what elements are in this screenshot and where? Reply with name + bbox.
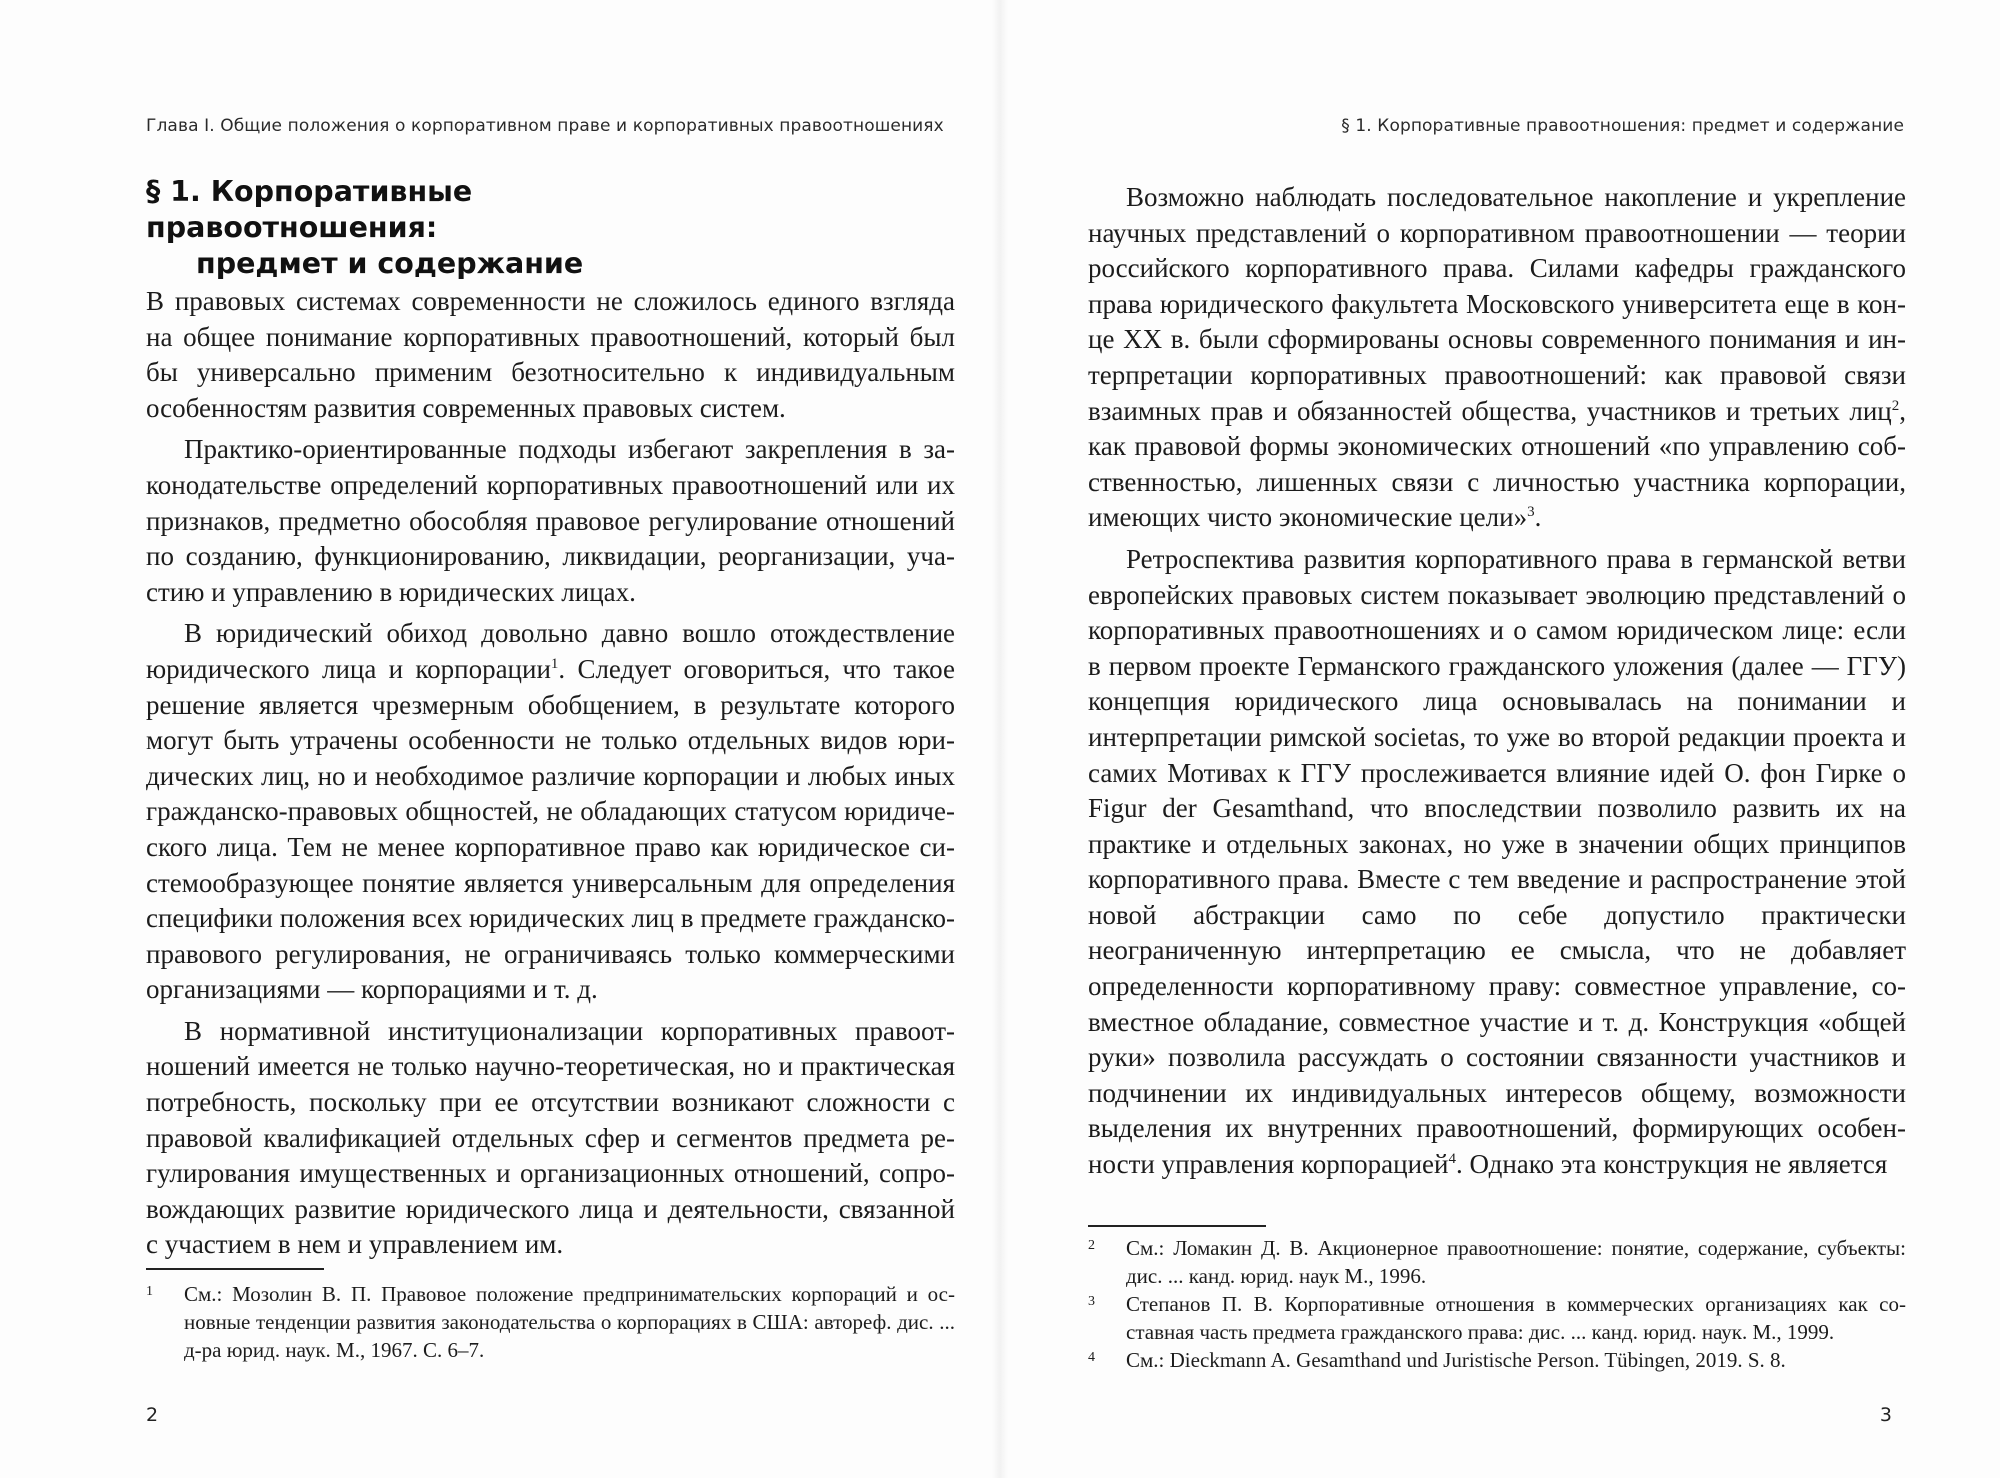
- left-body-text: [146, 284, 955, 1263]
- footnote-text: См.: Мозолин В. П. Правовое положение предпринимательских корпораций и основные тенденции развития законодательства о корпорациях в США: автореф. дис. ... д-ра юрид. наук. М., 1967. С. 6–7.: [184, 1282, 955, 1362]
- right-paragraph-1: [1088, 180, 1906, 536]
- footnote-number: 3: [1088, 1294, 1095, 1309]
- footnote-ref-3[interactable]: 3: [1527, 504, 1535, 521]
- footnote-ref-2[interactable]: 2: [1891, 397, 1900, 414]
- right-paragraph-2-b: . Однако эта конструкция не является: [1455, 1149, 1888, 1180]
- footnote-ref-1[interactable]: 1: [550, 655, 559, 672]
- left-paragraph-1: В правовых системах современности не сложилось единого взгляда на общее понимание корпоративных правоотношений, который был бы универсально применим безотносительно к индивидуальным особенностям развития современных правовых систем.: [146, 286, 955, 423]
- left-page: [0, 0, 992, 1478]
- section-title: [146, 174, 706, 282]
- footnote-item: [146, 1280, 955, 1364]
- left-paragraph-4: В нормативной институционализации корпоративных правоотношений имеется не только научно-теоретическая, но и практическая потребность, поскольку при ее отсутствии возникают сложности с правовой квалификацией отдельных сфер и сегментов предмета регулирования имущественных и организационных отношений, сопровождающих развитие юридического лица и деятельности, связанной с участием в нем и управлением им.: [146, 1015, 955, 1260]
- footnote-item: [1088, 1346, 1906, 1374]
- left-paragraph-3-b: . Следует оговориться, что такое решение является чрезмерным обобщением, в результате которого могут быть утрачены особенности не только отдельных видов юридических лиц, но и необходимое различие корпорации и любых иных гражданско-правовых общностей, не обладающих статусом юридического лица. Тем не менее корпоративное право как юридическое системообразующее понятие является универсальным для определения специфики положения всех юридических лиц в предмете гражданскоправового регулирования, не ограничиваясь только коммерческими организациями — корпорациями и т. д.: [146, 653, 955, 1005]
- right-paragraph-1-c: .: [1534, 502, 1542, 533]
- left-footnote-rule: [146, 1268, 324, 1270]
- left-footnotes: [146, 1280, 955, 1364]
- footnote-text: Степанов П. В. Корпоративные отношения в коммерческих организациях как составная часть предмета гражданского права: дис. ... канд. юрид. наук. М., 1999.: [1126, 1292, 1906, 1344]
- footnote-ref-4[interactable]: 4: [1448, 1151, 1456, 1168]
- right-page-number: 3: [1879, 1404, 1892, 1426]
- right-paragraph-1-a: Возможно наблюдать последовательное накопление и укрепление научных представлений о корпоративном правоотношении — теории российского корпоративного права. Силами кафедры гражданского права юридического факультета Московского университета еще в конце XX в. были сформированы основы современного понимания и интерпретации корпоративных правоотношений: как правовой связи взаимных прав и обязанностей общества, участников и третьих лиц: [1088, 182, 1906, 426]
- right-paragraph-1-b: , как правовой формы экономических отношений «по управлению собственностью, лишенных связи с личностью участника корпорации, имеющих чисто экономические цели»: [1088, 395, 1906, 533]
- left-paragraph-2: Практико-ориентированные подходы избегают закрепления в законодательстве определений корпоративных правоотношений или их признаков, предметно обособляя правовое регулирование отношений по созданию, функционированию, ликвидации, реорганизации, участию и управлению в юридических лицах.: [146, 434, 955, 607]
- left-paragraph-3-a: В юридический обиход довольно давно вошло отождествление юридического лица и корпорации: [146, 618, 955, 684]
- section-title-line2: предмет и содержание: [196, 247, 584, 280]
- right-footnote-rule: [1088, 1225, 1266, 1227]
- left-paragraph-3: [146, 616, 955, 1008]
- right-page: [1008, 0, 2000, 1478]
- right-footnotes: [1088, 1234, 1906, 1374]
- right-paragraph-2-a: Ретроспектива развития корпоративного права в германской ветви европейских правовых систем показывает эволюцию представлений о корпоративных правоотношениях и о самом юридическом лице: если в первом проекте Германского гражданского уложения (далее — ГГУ) концепция юридического лица основывалась на понимании и интерпретации римской societas, то уже во второй редакции проекта и самих Мотивах к ГГУ прослеживается влияние идей О. фон Гирке о Figur der Gesamthand, что впоследствии позволило развить их на практике и отдельных законах, но уже в значении общих принципов корпоративного права. Вместе с тем введение и распространение этой новой абстракции само по себе допустило практически неограниченную интерпретацию ее смысла, что не добавляет определенности корпоративному праву: совместное управление, совместное обладание, совместное участие и т. д. Конструкция «общей руки» позволила рассуждать о состоянии связанности участников и подчинении их индивидуальных интересов общему, возможности выделения их внутренних правоотношений, формирующих особенности управления корпорацией: [1088, 543, 1906, 1180]
- footnote-number: 1: [146, 1284, 153, 1299]
- footnote-number: 2: [1088, 1238, 1095, 1253]
- footnote-item: [1088, 1290, 1906, 1346]
- footnote-text: См.: Ломакин Д. В. Акционерное правоотношение: понятие, содержание, субъекты: дис. ... канд. юрид. наук М., 1996.: [1126, 1236, 1906, 1288]
- section-title-line1: § 1. Корпоративные правоотношения:: [146, 175, 473, 244]
- left-running-head: Глава I. Общие положения о корпоративном праве и корпоративных правоотношениях: [146, 116, 944, 136]
- right-running-head: § 1. Корпоративные правоотношения: предмет и содержание: [1341, 116, 1904, 136]
- right-paragraph-2: [1088, 542, 1906, 1183]
- book-gutter: [992, 0, 1008, 1478]
- footnote-text: См.: Dieckmann A. Gesamthand und Juristische Person. Tübingen, 2019. S. 8.: [1126, 1348, 1786, 1372]
- footnote-number: 4: [1088, 1350, 1095, 1365]
- right-body-text: [1088, 180, 1906, 1183]
- left-page-number: 2: [146, 1404, 159, 1426]
- footnote-item: [1088, 1234, 1906, 1290]
